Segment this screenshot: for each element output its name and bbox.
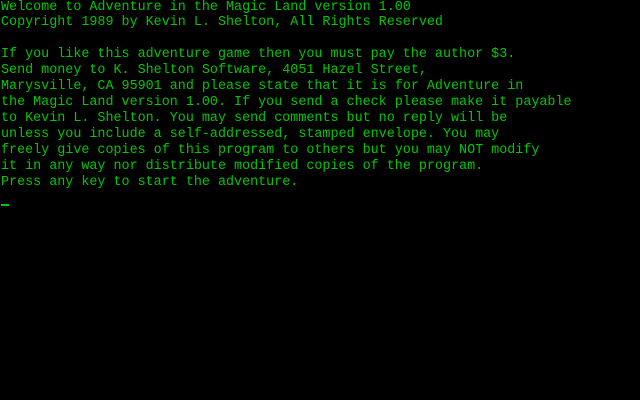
- copyright-line: Copyright 1989 by Kevin L. Shelton, All Rights Reserved: [1, 15, 443, 30]
- body-line-6: unless you include a self-addressed, stamped envelope. You may: [1, 127, 500, 142]
- press-any-key-prompt: Press any key to start the adventure.: [1, 175, 299, 190]
- body-line-7: freely give copies of this program to others but you may NOT modify: [1, 143, 540, 158]
- body-line-1: If you like this adventure game then you must pay the author $3.: [1, 47, 516, 62]
- body-line-5: to Kevin L. Shelton. You may send comments but no reply will be: [1, 111, 508, 126]
- body-line-8: it in any way nor distribute modified copies of the program.: [1, 159, 484, 174]
- text-cursor: [1, 204, 9, 206]
- title-line: Welcome to Adventure in the Magic Land version 1.00: [1, 0, 411, 15]
- body-line-3: Marysville, CA 95901 and please state that it is for Adventure in: [1, 79, 524, 94]
- body-line-2: Send money to K. Shelton Software, 4051 Hazel Street,: [1, 63, 427, 78]
- body-line-4: the Magic Land version 1.00. If you send a check please make it payable: [1, 95, 572, 110]
